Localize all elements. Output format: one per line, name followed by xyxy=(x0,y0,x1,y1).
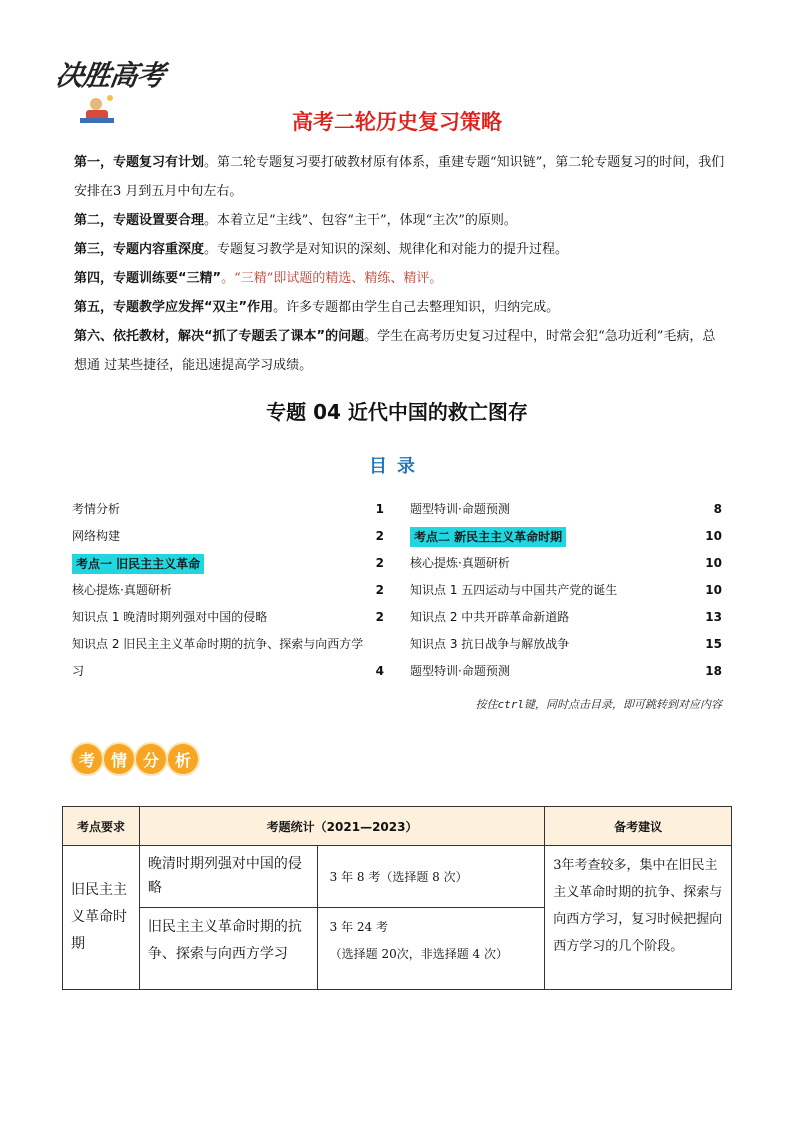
stat-cell: 3 年 24 考 （选择题 20次，非选择题 4 次） xyxy=(317,908,545,990)
advice-cell: 3年考查较多，集中在旧民主主义革命时期的抗争、探索与向西方学习，复习时候把握向西方学习的几个阶段。 xyxy=(545,846,732,990)
badge-char: 分 xyxy=(136,744,166,774)
toc-right-column xyxy=(410,496,722,685)
topic-cell: 旧民主主义革命时期的抗争、探索与向西方学习 xyxy=(139,908,317,990)
logo-text: 决胜高考 xyxy=(53,59,167,92)
topic-title: 专题 04 近代中国的救亡图存 xyxy=(266,400,528,424)
toc-entry[interactable]: 题型特训·命题预测 18 xyxy=(410,664,722,678)
toc-entry[interactable]: 知识点 2 中共开辟革命新道路 13 xyxy=(410,610,722,624)
toc-entry[interactable]: 知识点 1 晚清时期列强对中国的侵略 2 xyxy=(72,610,384,624)
section-badge-exam-analysis xyxy=(72,744,198,774)
toc-hint: 按住ctrl键，同时点击目录，即可跳转到对应内容 xyxy=(475,698,722,711)
header-requirement: 考点要求 xyxy=(63,807,140,846)
toc-entry[interactable]: 考情分析 1 xyxy=(72,502,384,516)
badge-char: 考 xyxy=(72,744,102,774)
header-statistics: 考题统计（2021—2023） xyxy=(139,807,544,846)
strategy-item: 第六、依托教材，解决“抓了专题丢了课本”的问题。学生在高考历史复习过程中，时常会犯“急功近利”毛病，总想通 过某些捷径，能迅速提高学习成绩。 xyxy=(74,329,716,373)
header-advice: 备考建议 xyxy=(545,807,732,846)
toc-entry-highlight[interactable]: 考点一 旧民主主义革命 2 xyxy=(72,550,384,577)
toc-entry[interactable]: 核心提炼·真题研析 10 xyxy=(410,556,722,570)
strategy-intro xyxy=(74,148,726,380)
toc-left-column xyxy=(72,496,384,687)
main-title: 高考二轮历史复习策略 xyxy=(292,110,502,134)
badge-char: 析 xyxy=(168,744,198,774)
strategy-item: 第二，专题设置要合理。本着立足“主线”、包容“主干”，体现“主次”的原则。 xyxy=(74,213,517,228)
toc-entry[interactable]: 知识点 3 抗日战争与解放战争 15 xyxy=(410,637,722,651)
badge-char: 情 xyxy=(104,744,134,774)
topic-cell: 晚清时期列强对中国的侵略 xyxy=(139,846,317,908)
toc-entry[interactable]: 知识点 2 旧民主主义革命时期的抗争、探索与向西方学习 4 xyxy=(72,637,384,678)
strategy-item: 第四，专题训练要“三精”。“三精”即试题的精选、精练、精评。 xyxy=(74,271,443,286)
strategy-item: 第五，专题教学应发挥“双主”作用。许多专题都由学生自己去整理知识，归纳完成。 xyxy=(74,300,560,315)
strategy-item: 第三，专题内容重深度。专题复习教学是对知识的深刻、规律化和对能力的提升过程。 xyxy=(74,242,569,257)
strategy-item: 第一，专题复习有计划。第二轮专题复习要打破教材原有体系，重建专题“知识链”，第二轮专题复习的时间，我们安排在3 月到五月中旬左右。 xyxy=(74,155,725,199)
toc-entry[interactable]: 网络构建 2 xyxy=(72,529,384,543)
requirement-cell: 旧民主主义革命时期 xyxy=(63,846,140,990)
toc-entry-highlight[interactable]: 考点二 新民主主义革命时期 10 xyxy=(410,523,722,550)
exam-analysis-table xyxy=(62,806,732,990)
toc-entry[interactable]: 题型特训·命题预测 8 xyxy=(410,502,722,516)
toc-entry[interactable]: 核心提炼·真题研析 2 xyxy=(72,583,384,597)
toc-title: 目录 xyxy=(369,456,425,477)
stat-cell: 3 年 8 考（选择题 8 次） xyxy=(317,846,545,908)
toc-entry[interactable]: 知识点 1 五四运动与中国共产党的诞生 10 xyxy=(410,583,722,597)
